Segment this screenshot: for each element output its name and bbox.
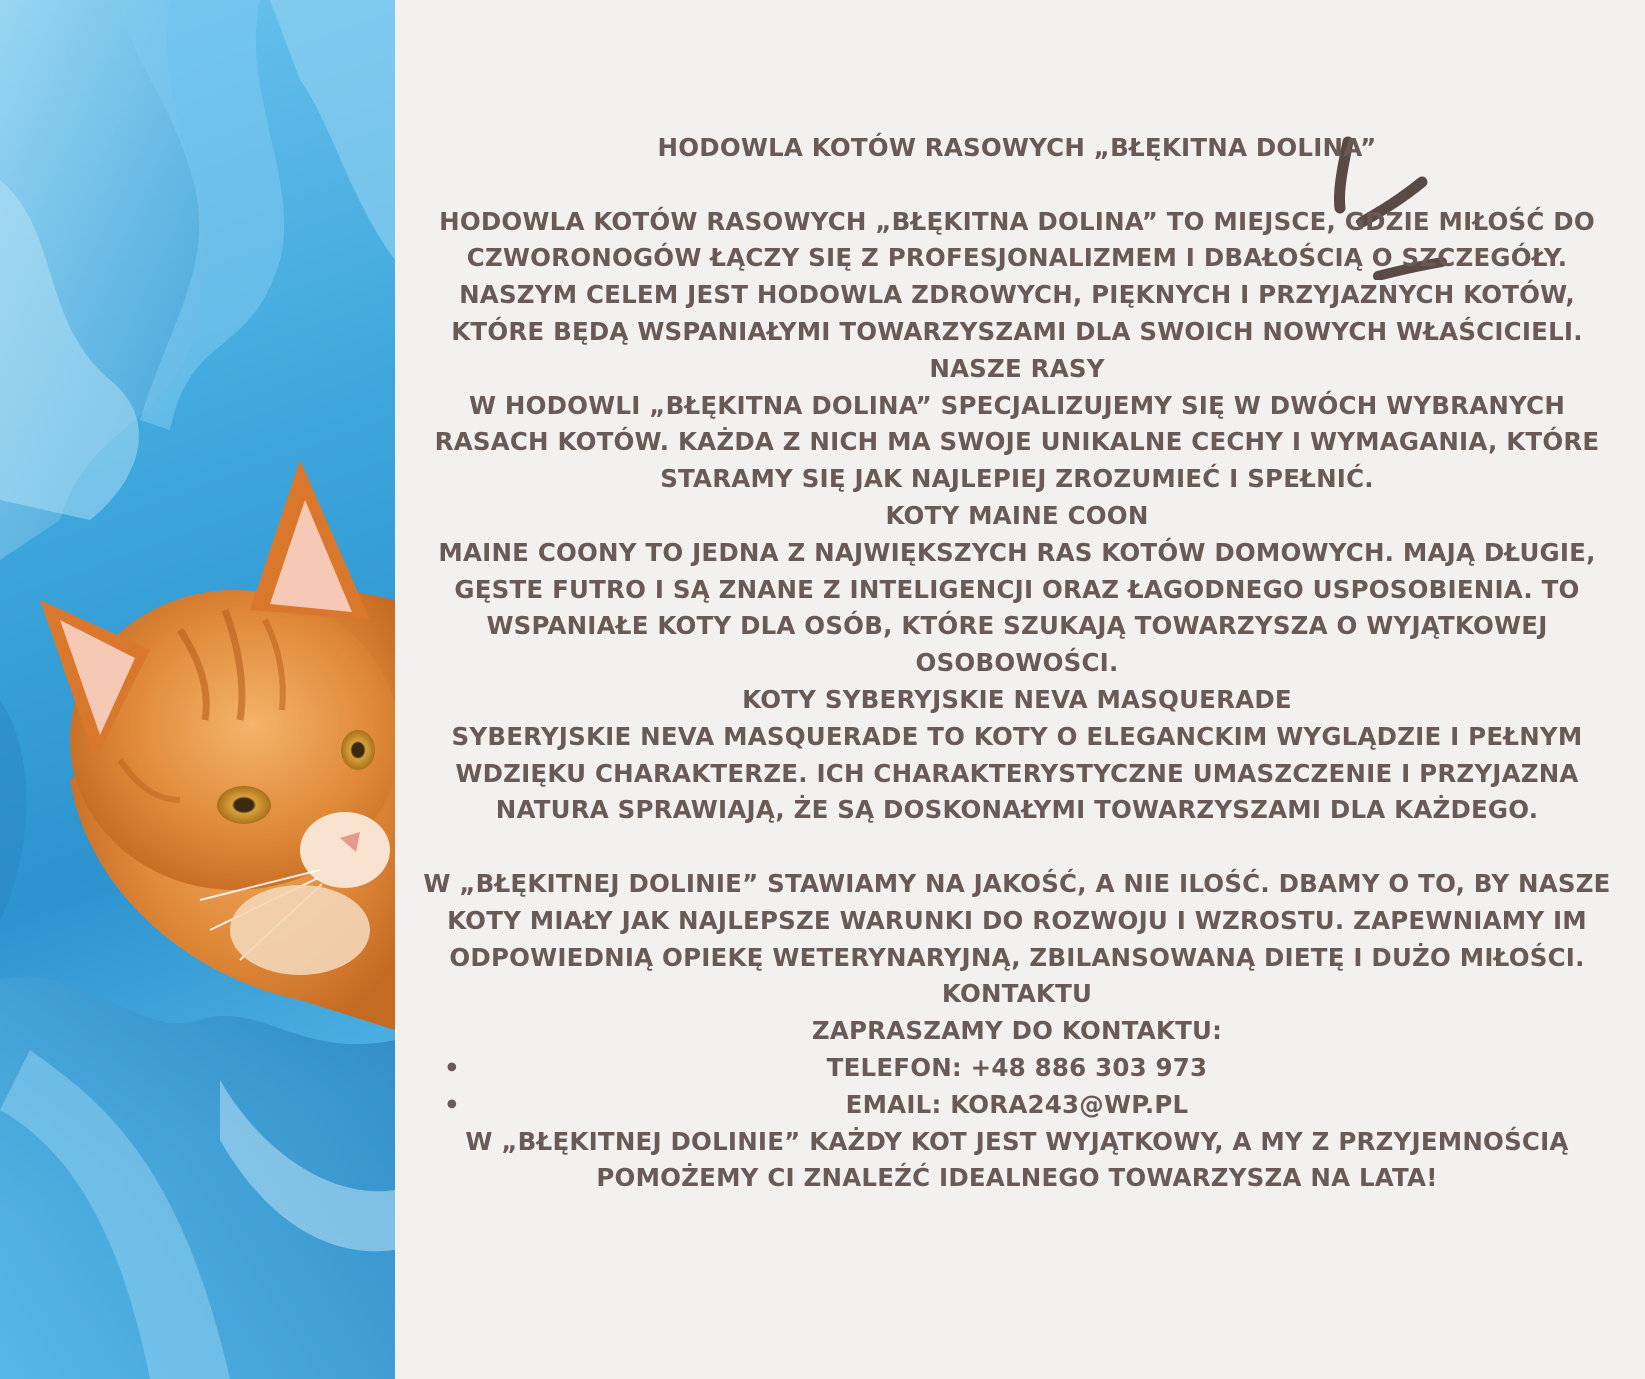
quality-paragraph: W „BŁĘKITNEJ DOLINIE” STAWIAMY NA JAKOŚĆ, A NIE ILOŚĆ. DBAMY O TO, BY NASZE KOTY MIAŁY JAK NAJLEPSZE WARUNKI DO ROZWOJU I WZROSTU. ZAPEWNIAMY IM ODPOWIEDNIĄ OPIEKĘ WETERYNARYJNĄ, ZBILANSOWANĄ DIETĘ I DUŻO MIŁOŚCI. xyxy=(423,868,1611,972)
contact-email: • EMAIL: KORA243@WP.PL xyxy=(412,1087,1622,1124)
neva-heading: KOTY SYBERYJSKIE NEVA MASQUERADE xyxy=(742,684,1292,714)
closing-paragraph: W „BŁĘKITNEJ DOLINIE” KAŻDY KOT JEST WYJĄTKOWY, A MY Z PRZYJEMNOŚCIĄ POMOŻEMY CI ZNALEŹĆ IDEALNEGO TOWARZYSZA NA LATA! xyxy=(465,1126,1569,1193)
contact-invite: ZAPRASZAMY DO KONTAKTU: xyxy=(811,1016,1223,1046)
page-title: HODOWLA KOTÓW RASOWYCH „BŁĘKITNA DOLINA” xyxy=(657,133,1377,162)
spacer xyxy=(412,167,1622,204)
fabric-and-cat-illustration xyxy=(0,0,395,1379)
contact-list xyxy=(412,1050,1622,1124)
contact-phone: • TELEFON: +48 886 303 973 xyxy=(412,1050,1622,1087)
maine-coon-heading: KOTY MAINE COON xyxy=(885,500,1149,530)
maine-coon-paragraph: MAINE COONY TO JEDNA Z NAJWIĘKSZYCH RAS KOTÓW DOMOWYCH. MAJĄ DŁUGIE, GĘSTE FUTRO I SĄ ZNANE Z INTELIGENCJI ORAZ ŁAGODNEGO USPOSOBIENIA. TO WSPANIAŁE KOTY DLA OSÓB, KTÓRE SZUKAJĄ TOWARZYSZA O WYJĄTKOWEJ OSOBOWOŚCI. xyxy=(438,537,1596,678)
spacer xyxy=(412,829,1622,866)
cat-photo xyxy=(0,0,395,1379)
flyer-text xyxy=(412,130,1622,1197)
breeds-paragraph: W HODOWLI „BŁĘKITNA DOLINA” SPECJALIZUJEMY SIĘ W DWÓCH WYBRANYCH RASACH KOTÓW. KAŻDA Z NICH MA SWOJE UNIKALNE CECHY I WYMAGANIA, KTÓRE STARAMY SIĘ JAK NAJLEPIEJ ZROZUMIEĆ I SPEŁNIĆ. xyxy=(434,390,1600,494)
intro-paragraph: HODOWLA KOTÓW RASOWYCH „BŁĘKITNA DOLINA” TO MIEJSCE, GDZIE MIŁOŚĆ DO CZWORONOGÓW ŁĄCZY SIĘ Z PROFESJONALIZMEM I DBAŁOŚCIĄ O SZCZEGÓŁY. NASZYM CELEM JEST HODOWLA ZDROWYCH, PIĘKNYCH I PRZYJAZNYCH KOTÓW, KTÓRE BĘDĄ WSPANIAŁYMI TOWARZYSZAMI DLA SWOICH NOWYCH WŁAŚCICIELI. xyxy=(439,206,1595,346)
neva-paragraph: SYBERYJSKIE NEVA MASQUERADE TO KOTY O ELEGANCKIM WYGLĄDZIE I PEŁNYM WDZIĘKU CHARAKTERZE. ICH CHARAKTERYSTYCZNE UMASZCZENIE I PRZYJAZNA NATURA SPRAWIAJĄ, ŻE SĄ DOSKONAŁYMI TOWARZYSZAMI DLA KAŻDEGO. xyxy=(451,721,1583,825)
cat-figure xyxy=(40,460,395,1030)
contact-heading: KONTAKTU xyxy=(941,979,1093,1009)
breeds-heading: NASZE RASY xyxy=(929,353,1105,383)
